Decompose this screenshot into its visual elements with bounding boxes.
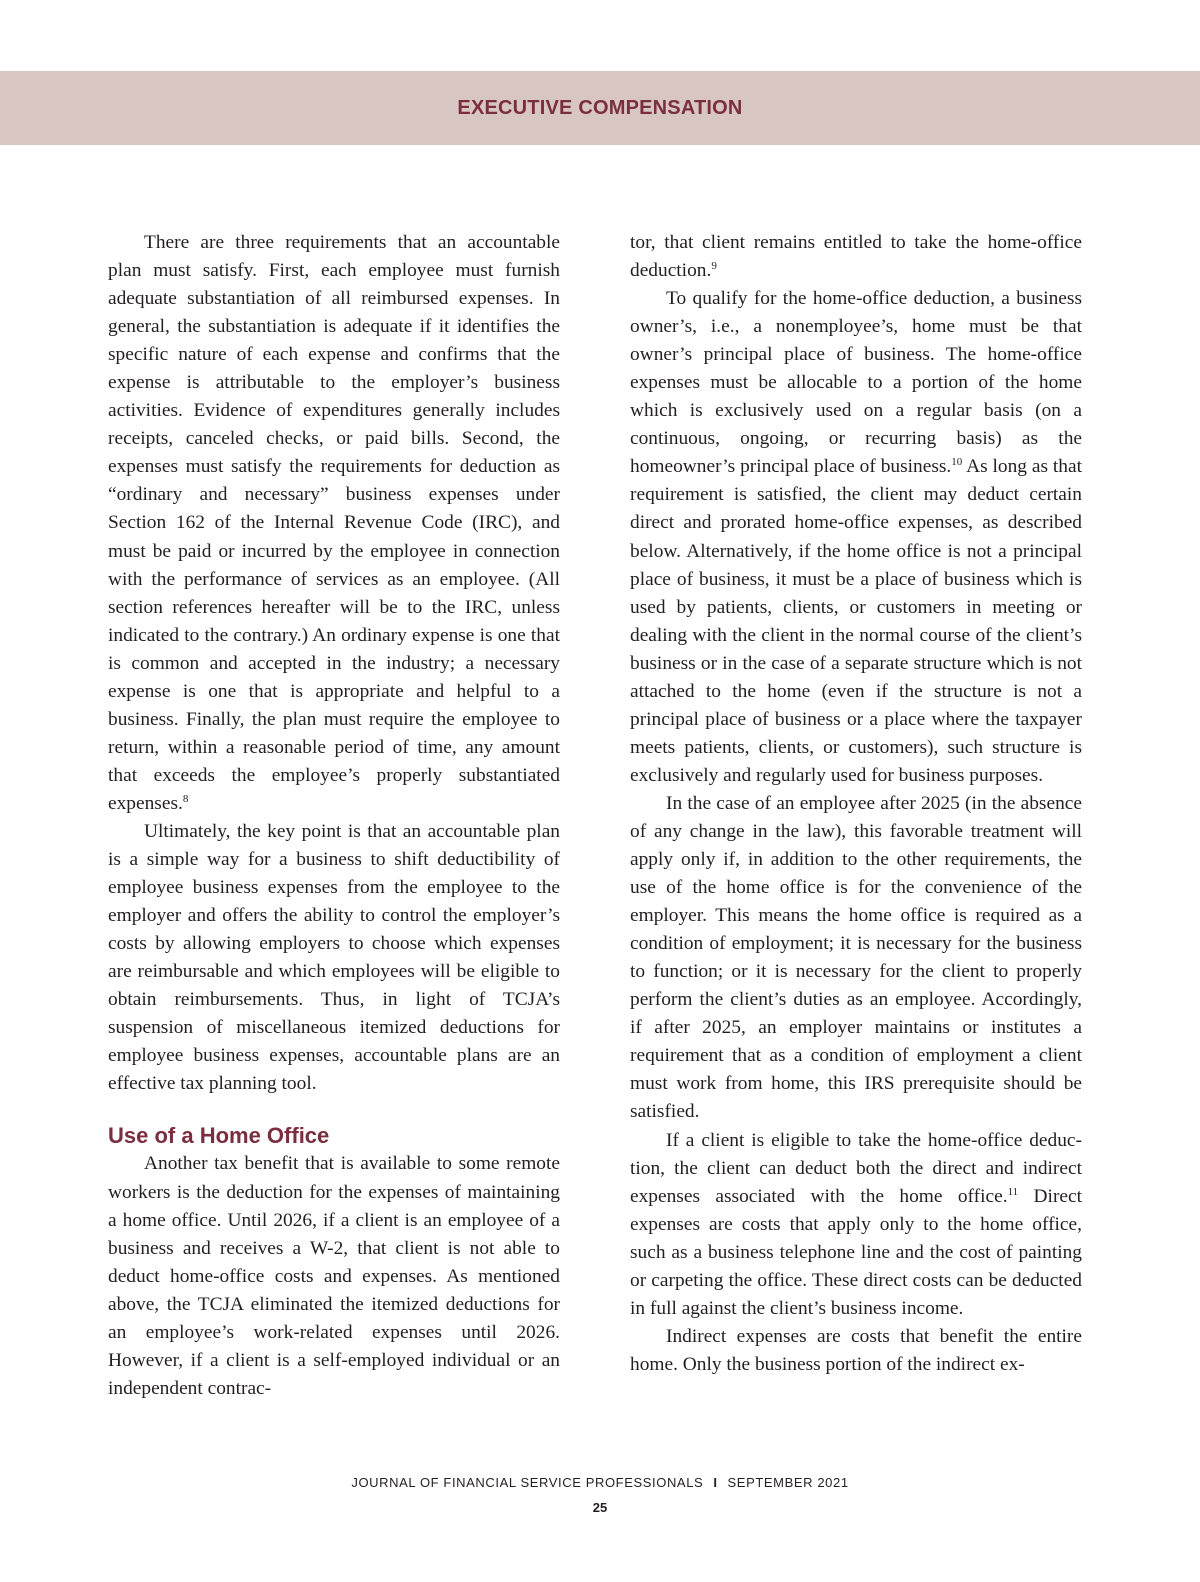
footnote-ref[interactable]: 9 (711, 260, 717, 273)
paragraph-indirect-expenses: Indirect expenses are costs that benefit the entire home. Only the business portion of the indirect ex- (630, 1325, 1082, 1375)
footnote-ref[interactable]: 10 (951, 456, 963, 469)
paragraph-continued: tor, that client remains entitled to take the home-office deduction.$^9$ (630, 232, 1082, 282)
issue-date: SEPTEMBER 2021 (727, 1475, 849, 1490)
journal-name: JOURNAL OF FINANCIAL SERVICE PROFESSIONALS (351, 1475, 704, 1490)
paragraph-employee-after-2025: In the case of an employee after 2025 (in the absence of any change in the law), this favorable treatment will apply only if, in addition to the other requirements, the use of the home office is for the convenience of the employer. This means the home office is required as a condition of employment; it is necessary for the business to function; or it is necessary for the client to properly perform the client’s duties as an employee. Accordingly, if after 2025, an employer maintains or institutes a requirement that as a condition of employment a client must work from home, this IRS prerequisite should be satisfied. (630, 792, 1082, 1123)
footnote-ref[interactable]: 8 (182, 792, 189, 805)
footnote-ref[interactable]: 11 (1007, 1185, 1019, 1198)
page-footer (0, 1475, 1200, 1490)
section-heading: Use of a Home Office (108, 1123, 330, 1149)
paragraph-qualify-home-office: To qualify for the home-office deduction, a business owner’s, i.e., a nonemployee’s, home must be that owner’s principal place of business. The home-office expenses must be allocable to a portion of the home which is exclusively used on a regular basis (on a continuous, ongoing, or recurring basis) as the homeowner’s principal place of business.$^{10}$ As long as that requirement is satisfied, the client may deduct certain direct and prorated home-office expenses, as described below. Alternatively, if the home office is not a principal place of business, it must be a place of business which is used by patients, clients, or customers in meeting or dealing with the client in the normal course of the client’s business or in the case of a separate structure which is not attached to the home (even if the structure is not a principal place of business or a place where the taxpayer meets patients, clients, or customers), such structure is exclusively and regularly used for business purposes. (630, 288, 1083, 786)
paragraph-accountable-plan-summary: Ultimately, the key point is that an accountable plan is a simple way for a business to shift deductibility of employee business expenses from the employee to the employer and offers the ability to control the employer’s costs by allowing employers to choose which expenses are reimbursable and which employees will be eligible to obtain reimbursements. Thus, in light of TCJA’s suspension of miscellaneous itemized deductions for employee business expenses, accountable plans are an effective tax planning tool. (108, 820, 560, 1095)
paragraph-accountable-plan-requirements: There are three requirements that an accountable plan must satisfy. First, each employee must furnish adequate substantiation of all reimbursed expenses. In general, the substantiation is adequate if it identifies the specific nature of each expense and confirms that the expense is attributable to the employer’s business activities. Evidence of expenditures generally includes receipts, canceled checks, or paid bills. Second, the expenses must satisfy the requirements for deduction as “ordinary and necessary” business expenses under Section 162 of the Internal Revenue Code (IRC), and must be paid or incurred by the employee in connection with the performance of services as an employee. (All section references hereafter will be to the IRC, unless indicated to the contrary.) An ordinary expense is one that is common and accepted in the industry; a necessary expense is one that is appropriate and helpful to a business. Finally, the plan must require the employee to return, within a reasonable period of time, any amount that exceeds the employee’s properly substantiated expenses.$^8$ (108, 232, 560, 814)
paragraph-direct-expenses: If a client is eligible to take the home-office deduction, the client can deduct both the direct and indirect expenses associated with the home office.$^{11}$ Direct expenses are costs that apply only to the home office, such as a business telephone line and the cost of painting or carpeting the office. These direct costs can be deducted in full against the client’s business income. (630, 1129, 1083, 1319)
paragraph-home-office-intro: Another tax benefit that is available to some remote workers is the deduction for the expenses of maintaining a home office. Until 2026, if a client is an employee of a business and receives a W-2, that client is not able to deduct home-office costs and expenses. As mentioned above, the TCJA eliminated the itemized deductions for an employee’s work-related expenses until 2026. However, if a client is a self-employed individual or an independent contrac- (108, 1153, 560, 1399)
footer-separator: I (713, 1475, 718, 1490)
page-number: 25 (592, 1500, 608, 1515)
right-column (630, 229, 1082, 1379)
left-column (108, 229, 560, 1403)
section-title: EXECUTIVE COMPENSATION (457, 97, 743, 119)
